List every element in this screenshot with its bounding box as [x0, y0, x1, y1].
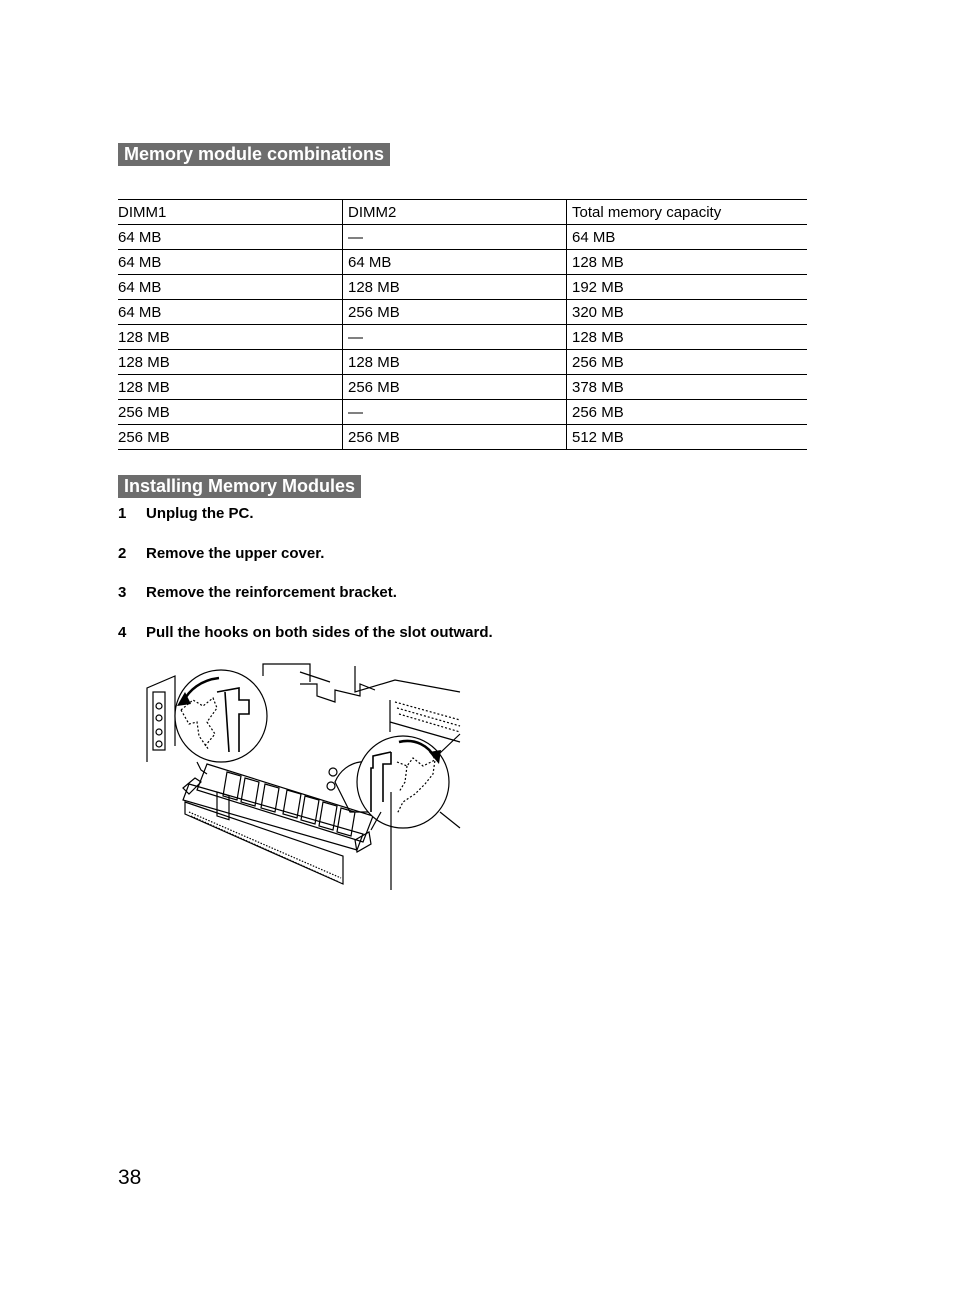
cell-dimm1: 64 MB — [118, 250, 343, 275]
header-dimm1: DIMM1 — [118, 200, 343, 225]
step-item — [118, 624, 493, 642]
table-row — [118, 325, 807, 350]
table-row — [118, 275, 807, 300]
cell-total: 378 MB — [567, 375, 808, 400]
header-total-capacity: Total memory capacity — [567, 200, 808, 225]
memory-slot-illustration — [145, 662, 465, 894]
cell-total: 320 MB — [567, 300, 808, 325]
memory-module — [197, 764, 373, 842]
table-row — [118, 225, 807, 250]
cell-dimm2: 64 MB — [343, 250, 567, 275]
cell-total: 128 MB — [567, 325, 808, 350]
step-number: 3 — [118, 584, 127, 601]
table-row — [118, 250, 807, 275]
cell-dimm2: 128 MB — [343, 275, 567, 300]
memory-combinations-table — [118, 199, 807, 450]
step-item — [118, 545, 324, 563]
cell-dimm1: 64 MB — [118, 300, 343, 325]
cell-dimm1: 64 MB — [118, 225, 343, 250]
left-hook-magnifier — [175, 670, 267, 774]
cell-dimm2: 128 MB — [343, 350, 567, 375]
cell-dimm2: — — [343, 400, 567, 425]
cell-dimm2: 256 MB — [343, 375, 567, 400]
step-number: 1 — [118, 505, 127, 522]
cell-total: 192 MB — [567, 275, 808, 300]
step-text: Unplug the PC. — [146, 505, 254, 522]
cell-dimm1: 64 MB — [118, 275, 343, 300]
header-dimm2: DIMM2 — [343, 200, 567, 225]
cell-total: 256 MB — [567, 350, 808, 375]
cell-total: 128 MB — [567, 250, 808, 275]
step-text: Remove the reinforcement bracket. — [146, 584, 397, 601]
table-header-row — [118, 200, 807, 225]
step-text: Remove the upper cover. — [146, 545, 325, 562]
cell-dimm2: — — [343, 225, 567, 250]
page-number: 38 — [118, 1166, 142, 1189]
cell-dimm1: 256 MB — [118, 425, 343, 450]
cell-dimm2: — — [343, 325, 567, 350]
cell-dimm1: 128 MB — [118, 350, 343, 375]
table-row — [118, 375, 807, 400]
step-item — [118, 584, 397, 602]
cell-total: 256 MB — [567, 400, 808, 425]
step-text: Pull the hooks on both sides of the slot outward. — [146, 624, 493, 641]
cell-dimm1: 128 MB — [118, 325, 343, 350]
cell-dimm1: 128 MB — [118, 375, 343, 400]
cell-total: 64 MB — [567, 225, 808, 250]
cell-dimm2: 256 MB — [343, 425, 567, 450]
cell-dimm2: 256 MB — [343, 300, 567, 325]
cell-total: 512 MB — [567, 425, 808, 450]
step-item — [118, 505, 254, 523]
table-row — [118, 400, 807, 425]
step-number: 2 — [118, 545, 127, 562]
cell-dimm1: 256 MB — [118, 400, 343, 425]
installing-modules-heading: Installing Memory Modules — [118, 475, 361, 498]
step-number: 4 — [118, 624, 127, 641]
memory-combinations-heading: Memory module combinations — [118, 143, 390, 166]
table-row — [118, 350, 807, 375]
table-row — [118, 300, 807, 325]
table-row — [118, 425, 807, 450]
